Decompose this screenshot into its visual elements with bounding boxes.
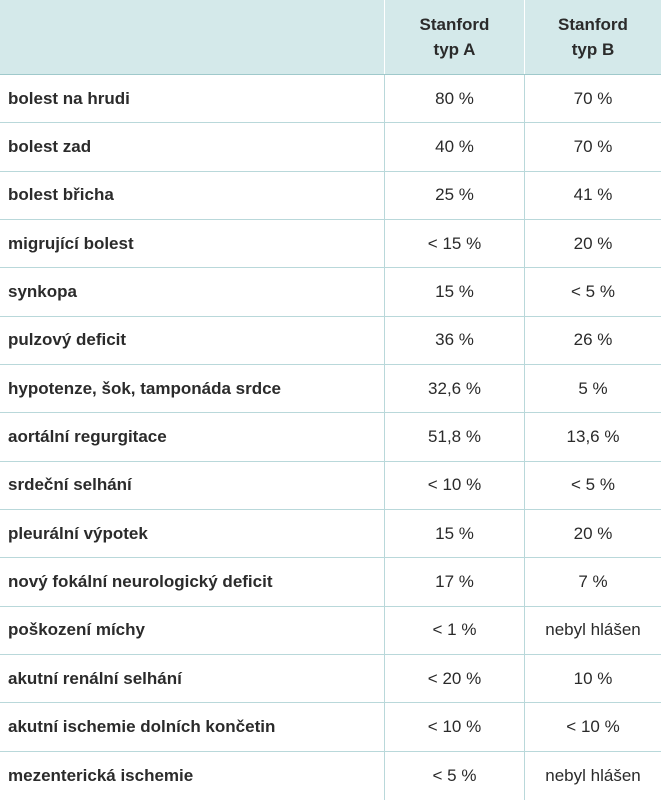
header-stanford-a-line2: typ A [433, 40, 476, 59]
stanford-a-value: 36 % [385, 317, 525, 364]
symptom-label: bolest na hrudi [0, 75, 385, 122]
header-stanford-a [385, 0, 525, 74]
stanford-b-value: 26 % [573, 330, 613, 350]
symptom-label: aortální regurgitace [0, 413, 385, 460]
stanford-a-value: 80 % [385, 75, 525, 122]
stanford-a-value: 15 % [385, 510, 525, 557]
stanford-a-value: 51,8 % [385, 413, 525, 460]
table-row [0, 317, 661, 365]
table-row [0, 75, 661, 123]
stanford-a-value: < 1 % [385, 607, 525, 654]
symptom-label: akutní ischemie dolních končetin [0, 703, 385, 750]
stanford-b-value: 70 % [573, 88, 613, 108]
stanford-b-value: < 5 % [571, 475, 615, 495]
table-row [0, 607, 661, 655]
stanford-b-value: 20 % [573, 523, 613, 543]
stanford-a-value: 40 % [385, 123, 525, 170]
table-row [0, 220, 661, 268]
table-body [0, 75, 661, 800]
table-row [0, 703, 661, 751]
stanford-a-value: 25 % [385, 172, 525, 219]
stanford-b-value: 20 % [573, 233, 613, 253]
header-stanford-b-line1: Stanford [558, 15, 628, 34]
table-row [0, 510, 661, 558]
table-row [0, 365, 661, 413]
symptom-label: bolest břicha [0, 172, 385, 219]
stanford-b-value: 70 % [573, 136, 613, 156]
table-row [0, 123, 661, 171]
stanford-a-value: < 10 % [385, 462, 525, 509]
stanford-a-value: < 15 % [385, 220, 525, 267]
stanford-a-value: 17 % [385, 558, 525, 605]
stanford-b-value: < 10 % [566, 716, 620, 736]
symptom-label: nový fokální neurologický deficit [0, 558, 385, 605]
stanford-a-value: < 10 % [385, 703, 525, 750]
symptom-label: pulzový deficit [0, 317, 385, 364]
stanford-b-value: 10 % [573, 668, 613, 688]
stanford-b-value: nebyl hlášen [545, 620, 641, 640]
symptom-label: pleurální výpotek [0, 510, 385, 557]
symptom-label: mezenterická ischemie [0, 752, 385, 800]
stanford-a-value: 15 % [385, 268, 525, 315]
stanford-a-value: < 5 % [385, 752, 525, 800]
stanford-b-value: nebyl hlášen [545, 765, 641, 785]
symptom-label: hypotenze, šok, tamponáda srdce [0, 365, 385, 412]
header-stanford-b [525, 0, 661, 74]
header-empty-cell [0, 0, 385, 74]
table-row [0, 752, 661, 800]
table-header [0, 0, 661, 75]
stanford-a-value: 32,6 % [385, 365, 525, 412]
symptom-label: poškození míchy [0, 607, 385, 654]
table-row [0, 558, 661, 606]
symptom-label: srdeční selhání [0, 462, 385, 509]
symptom-label: akutní renální selhání [0, 655, 385, 702]
stanford-b-value: < 5 % [571, 281, 615, 301]
stanford-b-value: 7 % [578, 571, 608, 591]
symptom-label: bolest zad [0, 123, 385, 170]
stanford-b-value: 41 % [573, 185, 613, 205]
header-stanford-b-line2: typ B [571, 40, 615, 59]
symptom-label: synkopa [0, 268, 385, 315]
table-row [0, 413, 661, 461]
table-row [0, 172, 661, 220]
table-row [0, 268, 661, 316]
table-row [0, 462, 661, 510]
stanford-b-value: 13,6 % [566, 426, 620, 446]
symptom-label: migrující bolest [0, 220, 385, 267]
stanford-a-value: < 20 % [385, 655, 525, 702]
header-stanford-a-line1: Stanford [419, 15, 490, 34]
table-row [0, 655, 661, 703]
stanford-b-value: 5 % [578, 378, 608, 398]
